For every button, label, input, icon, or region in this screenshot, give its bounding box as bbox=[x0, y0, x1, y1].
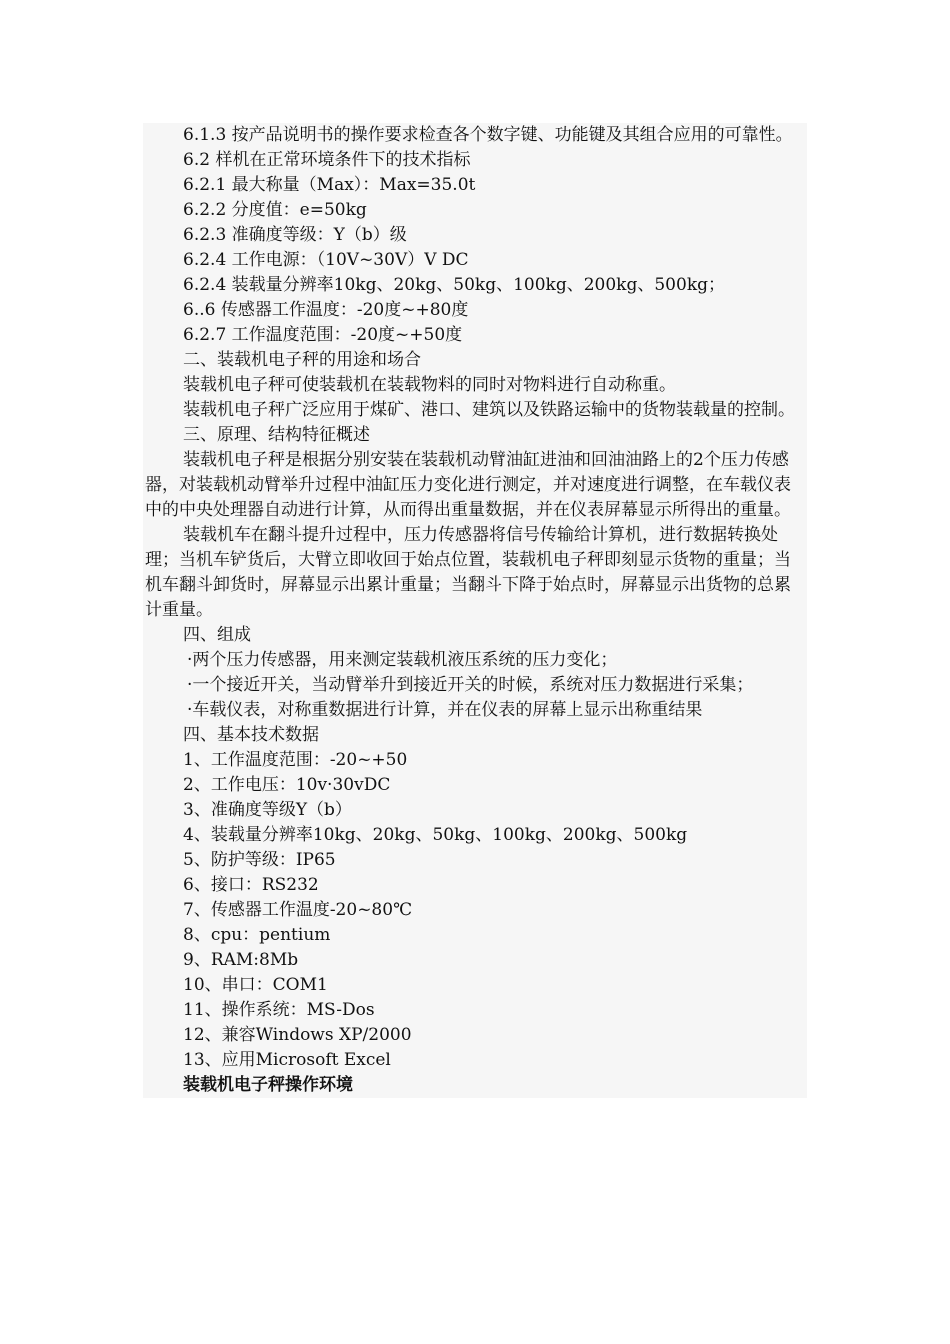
spec-resolution: 6.2.4 装载量分辨率10kg、20kg、50kg、100kg、200kg、500kg； bbox=[183, 275, 725, 295]
heading-composition: 四、组成 bbox=[183, 625, 251, 645]
spec-division: 6.2.2 分度值：e=50kg bbox=[183, 200, 367, 220]
tech-item-11: 11、操作系统：MS-Dos bbox=[183, 1000, 375, 1020]
tech-item-3: 3、准确度等级Y（b） bbox=[183, 800, 352, 820]
tech-item-1: 1、工作温度范围：-20~+50 bbox=[183, 750, 408, 770]
usage-paragraph-1: 装载机电子秤可使装载机在装载物料的同时对物料进行自动称重。 bbox=[183, 375, 676, 395]
spec-accuracy: 6.2.3 准确度等级：Y（b）级 bbox=[183, 225, 407, 245]
composition-item-instrument: ·车载仪表，对称重数据进行计算，并在仪表的屏幕上显示出称重结果 bbox=[187, 700, 703, 720]
principle-paragraph-2: 装载机车在翻斗提升过程中，压力传感器将信号传输给计算机，进行数据转换处理；当机车铲货后，大臂立即收回于始点位置，装载机电子秤即刻显示货物的重量；当机车翻斗卸货时，屏幕显示出累计重量；当翻斗下降于始点时，屏幕显示出货物的总累计重量。 bbox=[145, 525, 791, 620]
composition-item-sensors: ·两个压力传感器，用来测定装载机液压系统的压力变化； bbox=[187, 650, 618, 670]
composition-item-switch: ·一个接近开关，当动臂举升到接近开关的时候，系统对压力数据进行采集； bbox=[187, 675, 754, 695]
tech-item-9: 9、RAM:8Mb bbox=[183, 950, 299, 970]
tech-item-13: 13、应用Microsoft Excel bbox=[183, 1050, 391, 1070]
section-6-2-heading: 6.2 样机在正常环境条件下的技术指标 bbox=[183, 150, 471, 170]
spec-operating-temp: 6.2.7 工作温度范围：-20度~+50度 bbox=[183, 325, 463, 345]
tech-item-4: 4、装载量分辨率10kg、20kg、50kg、100kg、200kg、500kg bbox=[183, 825, 688, 845]
tech-item-7: 7、传感器工作温度-20~80℃ bbox=[183, 900, 413, 920]
spec-sensor-temp: 6..6 传感器工作温度：-20度~+80度 bbox=[183, 300, 469, 320]
tech-item-5: 5、防护等级：IP65 bbox=[183, 850, 336, 870]
tech-item-6: 6、接口：RS232 bbox=[183, 875, 319, 895]
tech-item-2: 2、工作电压：10v·30vDC bbox=[183, 775, 391, 795]
principle-paragraph-1: 装载机电子秤是根据分别安装在装载机动臂油缸进油和回油油路上的2个压力传感器，对装载机动臂举升过程中油缸压力变化进行测定，并对速度进行调整，在车载仪表中的中央处理器自动进行计算，从而得出重量数据，并在仪表屏幕显示所得出的重量。 bbox=[145, 450, 791, 520]
heading-principle: 三、原理、结构特征概述 bbox=[183, 425, 370, 445]
spec-max-capacity: 6.2.1 最大称量（Max）：Max=35.0t bbox=[183, 175, 476, 195]
usage-paragraph-2: 装载机电子秤广泛应用于煤矿、港口、建筑以及铁路运输中的货物装载量的控制。 bbox=[183, 400, 795, 420]
heading-usage: 二、装载机电子秤的用途和场合 bbox=[183, 350, 421, 370]
tech-item-12: 12、兼容Windows XP/2000 bbox=[183, 1025, 412, 1045]
heading-operating-environment: 装载机电子秤操作环境 bbox=[183, 1075, 353, 1095]
tech-item-8: 8、cpu：pentium bbox=[183, 925, 331, 945]
spec-power: 6.2.4 工作电源：（10V~30V）V DC bbox=[183, 250, 469, 270]
heading-tech-data: 四、基本技术数据 bbox=[183, 725, 319, 745]
paragraph-6-1-3: 6.1.3 按产品说明书的操作要求检查各个数字键、功能键及其组合应用的可靠性。 bbox=[183, 125, 793, 145]
document-body bbox=[143, 123, 807, 1098]
tech-item-10: 10、串口：COM1 bbox=[183, 975, 328, 995]
